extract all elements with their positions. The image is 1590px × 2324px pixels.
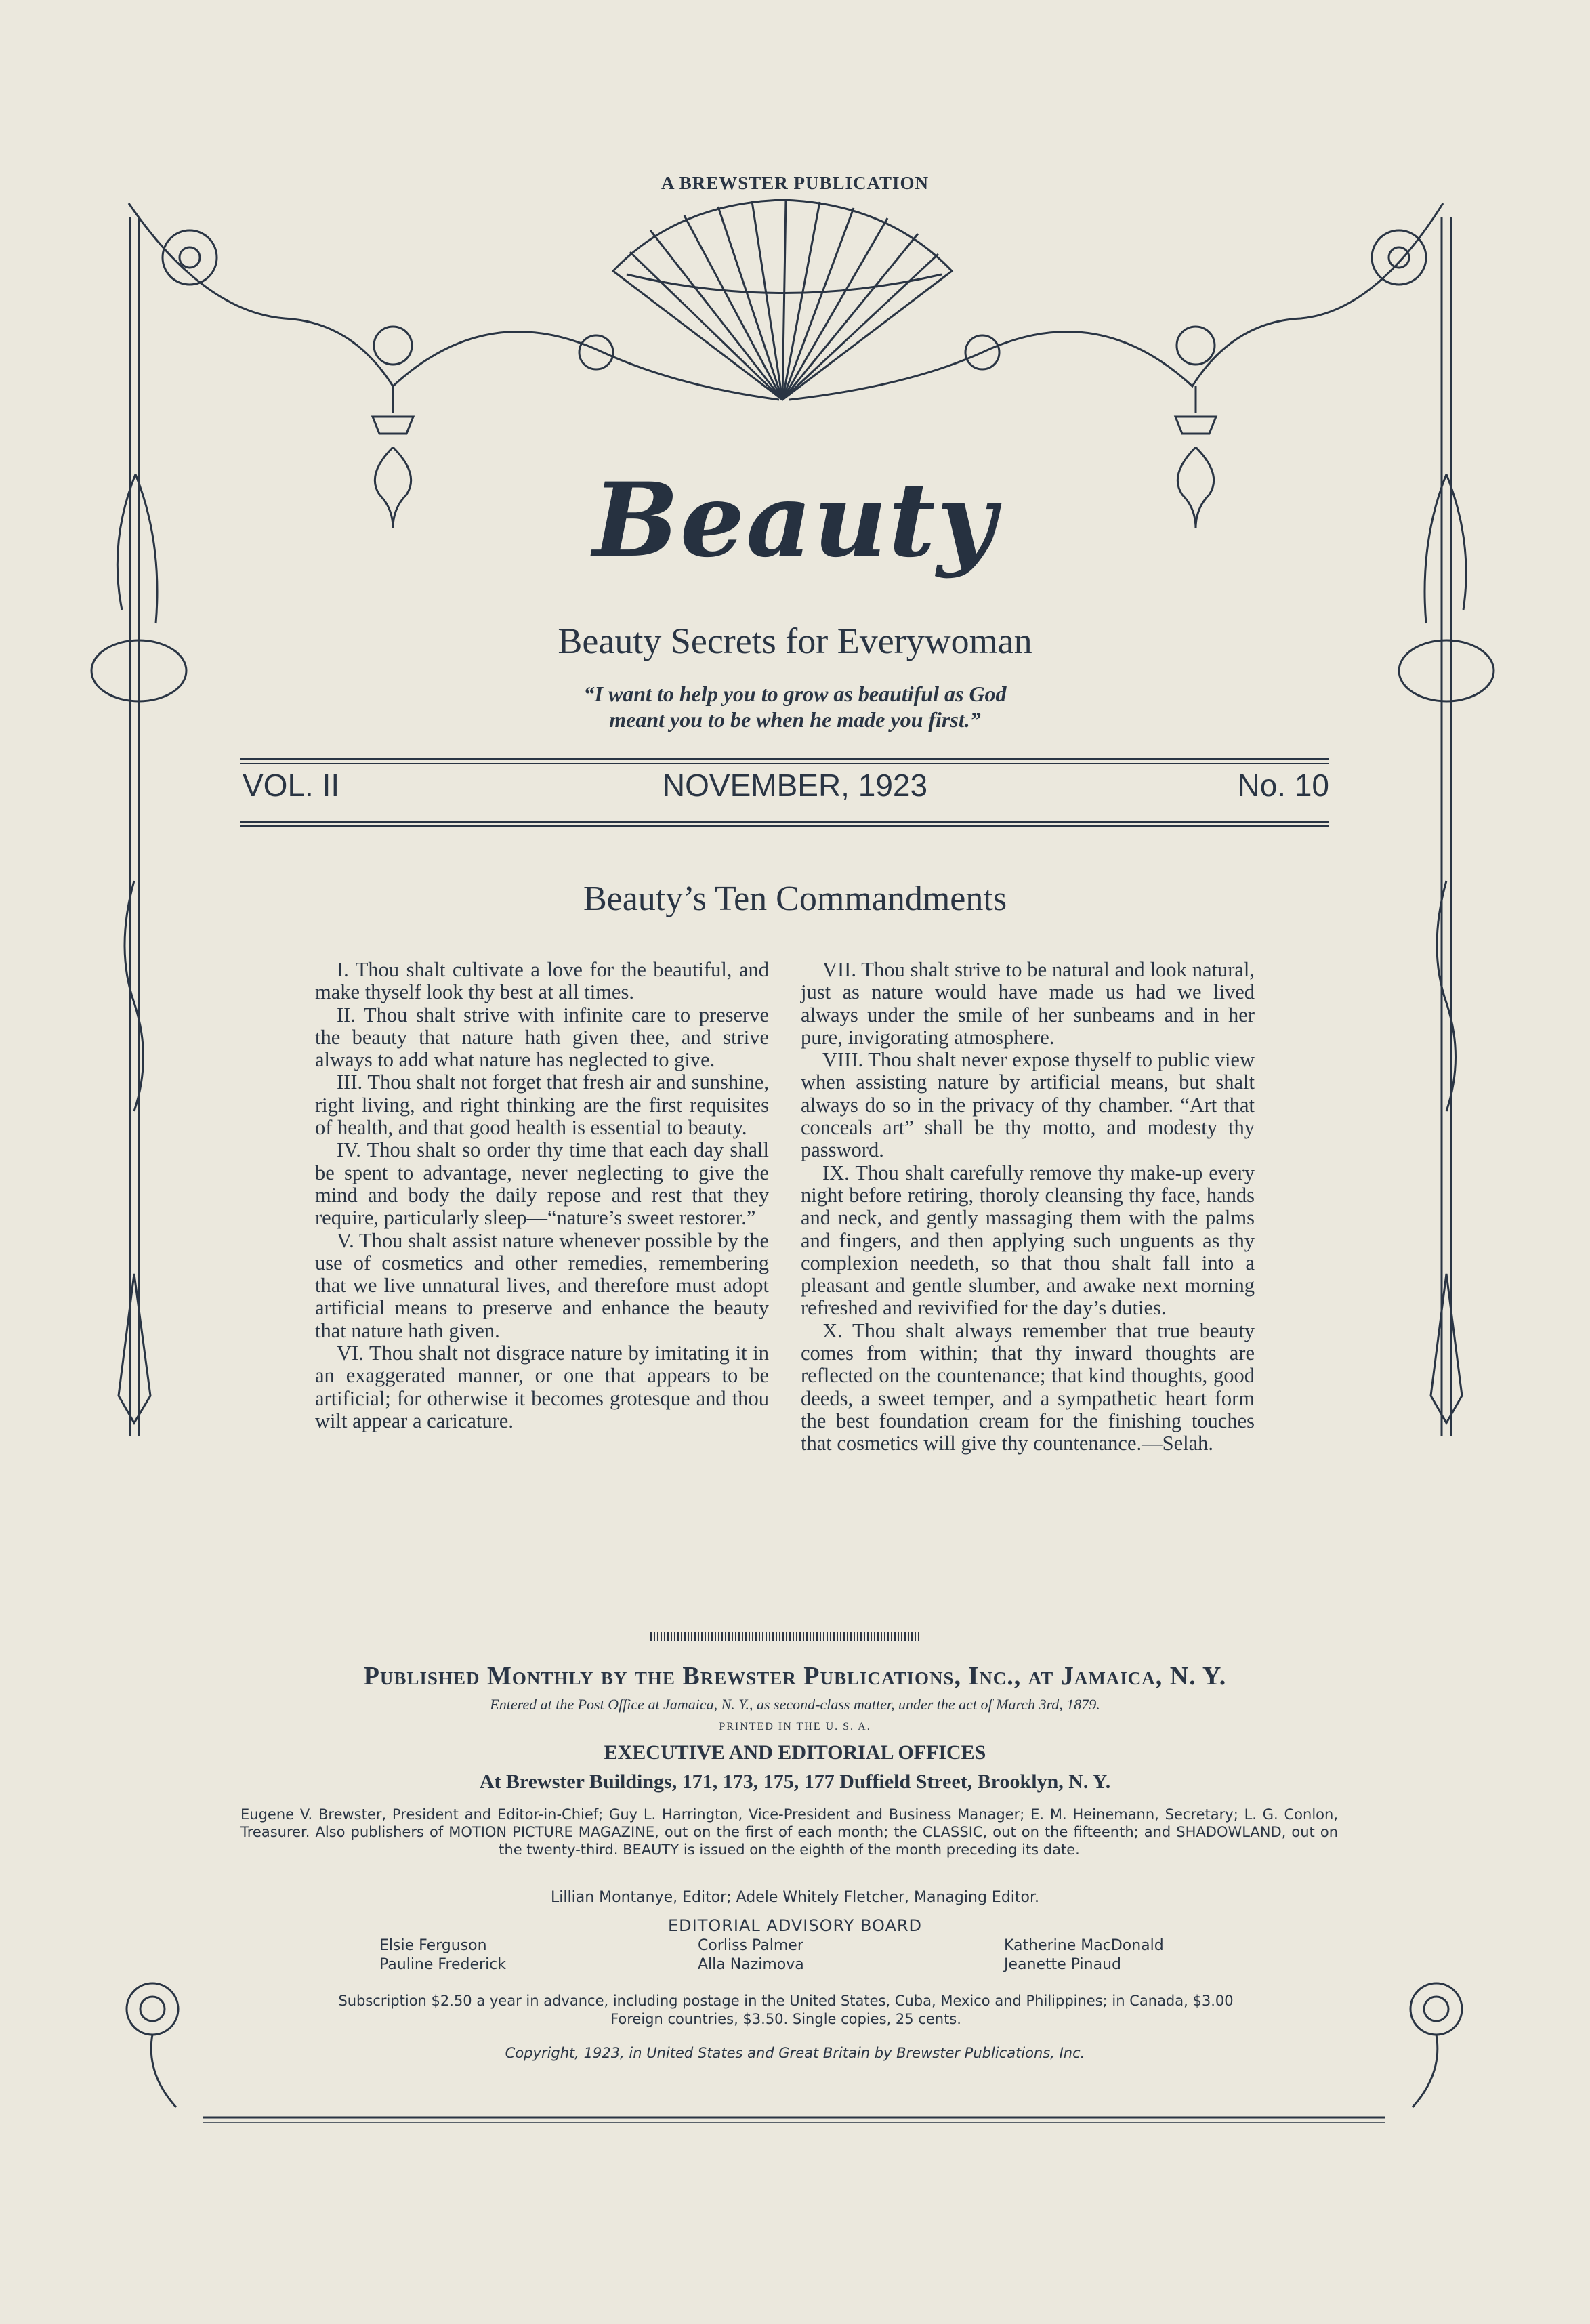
commandment-paragraph: I. Thou shalt cultivate a love for the beautiful, and make thyself look thy best at all times. xyxy=(315,958,769,1004)
board-member: Elsie Ferguson xyxy=(379,1937,487,1954)
magazine-logo: Beauty xyxy=(593,461,997,580)
commandment-paragraph: IV. Thou shalt so order thy time that each day shall be spent to advantage, never neglecting to give the mind and body the daily repose and rest that they require, particularly sleep—“nature’s sweet restorer.” xyxy=(315,1138,769,1230)
commandment-paragraph: IX. Thou shalt carefully remove thy make-up every night before retiring, thoroly cleansing thy face, hands and neck, and gently massaging them with the palms and fingers, and then applying such unguents as thy complexion needeth, so that thou shalt fall into a pleasant and gentle slumber, and awake next morning refreshed and revivified for the day’s duties. xyxy=(801,1161,1255,1320)
divider-rule xyxy=(240,758,1329,760)
advisory-board-column xyxy=(379,1936,506,1974)
publisher-line: A BREWSTER PUBLICATION xyxy=(661,173,929,193)
motto-line: meant you to be when he made you first.” xyxy=(609,707,981,732)
article-column-left xyxy=(315,959,769,1432)
section-separator xyxy=(650,1632,919,1641)
issue-date: NOVEMBER, 1923 xyxy=(662,768,928,803)
advisory-board-column xyxy=(698,1936,804,1974)
printed-in: PRINTED IN THE U. S. A. xyxy=(719,1721,871,1732)
commandment-paragraph: II. Thou shalt strive with infinite care to preserve the beauty that nature hath given thee, and strive always to add what nature has neglected to give. xyxy=(315,1003,769,1072)
fan-icon xyxy=(613,200,952,400)
commandment-paragraph: VII. Thou shalt strive to be natural and look natural, just as nature would have made us had we lived always under the smile of her sunbeams and in her pure, invigorating atmosphere. xyxy=(801,958,1255,1049)
office-address: At Brewster Buildings, 171, 173, 175, 177 Duffield Street, Brooklyn, N. Y. xyxy=(479,1770,1111,1793)
board-member: Pauline Frederick xyxy=(379,1956,507,1973)
staff-listing: Eugene V. Brewster, President and Editor-in-Chief; Guy L. Harrington, Vice-President and Business Manager; E. M. Heinemann, Secretary; L. G. Conlon, Treasurer. Also publishers of MOTION PICTURE MAGAZINE, out on the first of each month; the CLASSIC, out on the fifteenth; and SHADOWLAND, out on the twenty-third. BEAUTY is issued on the eighth of the month preceding its date. xyxy=(240,1806,1338,1858)
editors-line: Lillian Montanye, Editor; Adele Whitely Fletcher, Managing Editor. xyxy=(551,1889,1039,1906)
article-column-right xyxy=(801,959,1255,1455)
issue-volume: VOL. II xyxy=(243,768,340,803)
board-member: Corliss Palmer xyxy=(698,1937,803,1954)
tassel-left-icon xyxy=(119,1274,150,1423)
subscription-line: Foreign countries, $3.50. Single copies, 25 cents. xyxy=(610,2011,961,2027)
board-member: Jeanette Pinaud xyxy=(1004,1956,1121,1973)
commandment-paragraph: VI. Thou shalt not disgrace nature by imitating it in an exaggerated manner, or one that appears to be artificial; for otherwise it becomes grotesque and thou wilt appear a caricature. xyxy=(315,1342,769,1432)
copyright-line: Copyright, 1923, in United States and Great Britain by Brewster Publications, Inc. xyxy=(505,2045,1085,2061)
board-member: Katherine MacDonald xyxy=(1004,1937,1164,1954)
article-title: Beauty’s Ten Commandments xyxy=(583,879,1007,918)
tassel-right-icon xyxy=(1431,1274,1462,1423)
magazine-subtitle: Beauty Secrets for Everywoman xyxy=(558,621,1032,661)
subscription-info xyxy=(217,1992,1355,2029)
motto xyxy=(0,681,1590,732)
board-member: Alla Nazimova xyxy=(698,1956,804,1973)
commandment-paragraph: X. Thou shalt always remember that true beauty comes from within; that thy inward thoughts are reflected on the countenance; that kind thoughts, good deeds, a sweet temper, and a sympathetic heart form the best foundation cream for the finishing touches that cosmetics will give thy countenance.—Selah. xyxy=(801,1319,1255,1455)
motto-line: “I want to help you to grow as beautiful as God xyxy=(583,682,1007,706)
commandment-paragraph: III. Thou shalt not forget that fresh air and sunshine, right living, and right thinking are the first requisites of health, and that good health is essential to beauty. xyxy=(315,1071,769,1140)
offices-title: EXECUTIVE AND EDITORIAL OFFICES xyxy=(604,1741,986,1764)
divider-rule xyxy=(240,763,1329,764)
commandment-paragraph: V. Thou shalt assist nature whenever possible by the use of cosmetics and other remedies, remembering that we live unnatural lives, and therefore must adopt artificial means to preserve and enhance the beauty that nature hath given. xyxy=(315,1228,769,1342)
published-statement: Published Monthly by the Brewster Publications, Inc., at Jamaica, N. Y. xyxy=(363,1662,1227,1690)
commandment-paragraph: VIII. Thou shalt never expose thyself to public view when assisting nature by artificial means, but shalt always do so in the privacy of thy chamber. “Art that conceals art” shall be thy motto, and modesty thy password. xyxy=(801,1048,1255,1162)
divider-rule xyxy=(240,825,1329,827)
advisory-board-title: EDITORIAL ADVISORY BOARD xyxy=(667,1916,923,1935)
divider-rule xyxy=(240,821,1329,823)
post-office-entry: Entered at the Post Office at Jamaica, N. Y., as second-class matter, under the act of March 3rd, 1879. xyxy=(490,1696,1100,1713)
subscription-line: Subscription $2.50 a year in advance, including postage in the United States, Cuba, Mexico and Philippines; in Canada, $3.00 xyxy=(338,1993,1234,2009)
advisory-board-column xyxy=(1004,1936,1164,1974)
issue-number: No. 10 xyxy=(1237,768,1329,803)
